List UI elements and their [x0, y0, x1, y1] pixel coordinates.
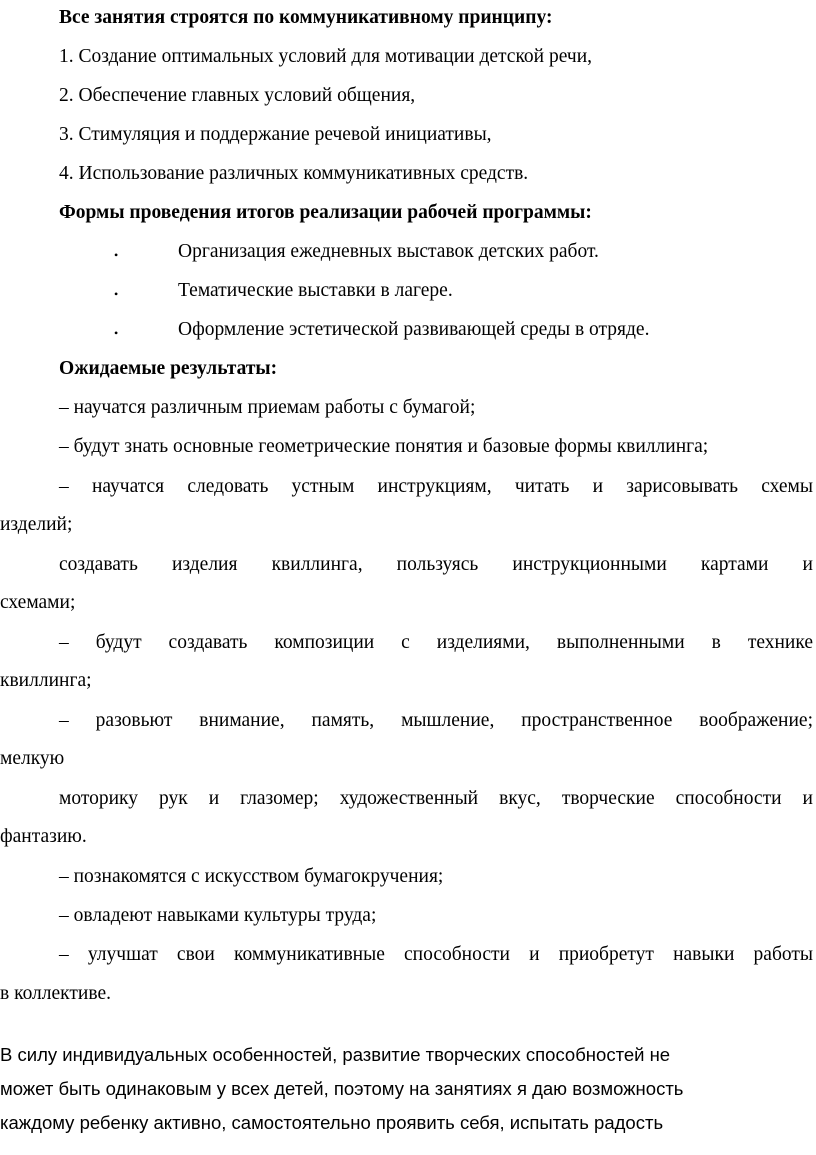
heading-principle: Все занятия строятся по коммуникативному принципу:	[59, 7, 553, 28]
result-line: создавать изделия квиллинга, пользуясь инструкционными картами и	[59, 554, 813, 575]
principle-item-1: 1. Создание оптимальных условий для мотивации детской речи,	[59, 46, 593, 67]
result-line-continuation: в коллективе.	[0, 983, 111, 1004]
result-line: – научатся различным приемам работы с бумагой;	[59, 397, 476, 418]
result-line: – познакомятся с искусством бумагокручения;	[59, 866, 444, 887]
footer-paragraph-line: каждому ребенку активно, самостоятельно проявить себя, испытать радость	[0, 1112, 664, 1133]
heading-forms: Формы проведения итогов реализации рабочей программы:	[59, 202, 592, 223]
bullet-marker: •	[114, 326, 119, 340]
result-line: – научатся следовать устным инструкциям, читать и зарисовывать схемы	[59, 476, 813, 497]
result-line: – будут знать основные геометрические понятия и базовые формы квиллинга;	[59, 436, 709, 457]
result-line-continuation: квиллинга;	[0, 670, 92, 691]
principle-item-4: 4. Использование различных коммуникативных средств.	[59, 163, 529, 184]
bullet-marker: •	[114, 248, 119, 262]
result-line: моторику рук и глазомер; художественный вкус, творческие способности и	[59, 788, 813, 809]
result-line-continuation: схемами;	[0, 592, 76, 613]
result-line: – улучшат свои коммуникативные способности и приобретут навыки работы	[59, 944, 813, 965]
principle-item-2: 2. Обеспечение главных условий общения,	[59, 85, 416, 106]
result-line-continuation: изделий;	[0, 514, 73, 535]
result-line-continuation: мелкую	[0, 748, 65, 769]
result-line: – овладеют навыками культуры труда;	[59, 905, 377, 926]
result-line: – будут создавать композиции с изделиями, выполненными в технике	[59, 632, 813, 653]
heading-results: Ожидаемые результаты:	[59, 358, 278, 379]
footer-paragraph-line: В силу индивидуальных особенностей, развитие творческих способностей не	[0, 1044, 671, 1065]
forms-item-2: Тематические выставки в лагере.	[178, 280, 453, 301]
bullet-marker: •	[114, 287, 119, 301]
result-line-continuation: фантазию.	[0, 826, 87, 847]
forms-item-3: Оформление эстетической развивающей среды в отряде.	[178, 319, 650, 340]
result-line: – разовьют внимание, память, мышление, пространственное воображение;	[59, 710, 813, 731]
footer-paragraph-line: может быть одинаковым у всех детей, поэтому на занятиях я даю возможность	[0, 1078, 684, 1099]
forms-item-1: Организация ежедневных выставок детских работ.	[178, 241, 599, 262]
principle-item-3: 3. Стимуляция и поддержание речевой инициативы,	[59, 124, 492, 145]
